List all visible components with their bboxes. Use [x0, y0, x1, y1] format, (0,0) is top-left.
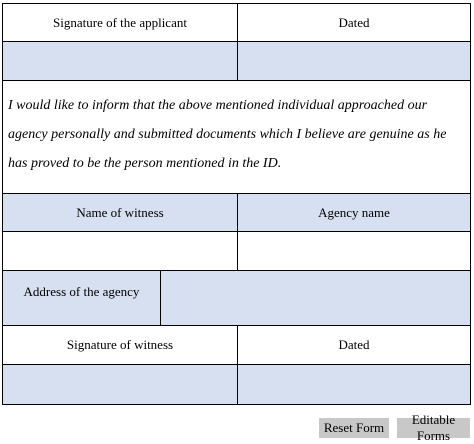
signature-applicant-label: Signature of the applicant — [53, 14, 187, 30]
witness-dated-field[interactable] — [237, 365, 470, 404]
editable-forms-button[interactable]: Editable Forms — [397, 418, 470, 438]
statement-text: I would like to inform that the above mentioned individual approached our agency personally and submitted documents which I believe are genuine as he has proved to be the person mentioned in the ID. — [8, 98, 447, 171]
agency-name-field[interactable] — [237, 232, 470, 270]
witness-header-row — [3, 194, 470, 232]
agency-statement — [3, 81, 470, 194]
name-of-witness-label: Name of witness — [3, 194, 237, 231]
name-of-witness-field[interactable] — [3, 232, 237, 270]
address-of-agency-field[interactable] — [160, 271, 470, 325]
reset-form-button[interactable]: Reset Form — [319, 418, 389, 438]
agency-name-label: Agency name — [237, 194, 470, 231]
witness-signature-header-row — [3, 326, 470, 365]
signature-witness-field[interactable] — [3, 365, 237, 404]
applicant-signature-header-row — [3, 4, 470, 42]
address-of-agency-label: Address of the agency — [3, 271, 160, 325]
dated-label: Dated — [237, 4, 470, 41]
witness-input-row — [3, 232, 470, 271]
agency-address-row — [3, 271, 470, 326]
signature-applicant-field[interactable] — [3, 42, 237, 80]
witness-dated-label: Dated — [237, 326, 470, 364]
witness-signature-input-row — [3, 365, 470, 404]
signature-witness-label: Signature of witness — [66, 337, 174, 352]
witness-form — [2, 3, 471, 405]
applicant-dated-field[interactable] — [237, 42, 470, 80]
applicant-signature-input-row — [3, 42, 470, 81]
